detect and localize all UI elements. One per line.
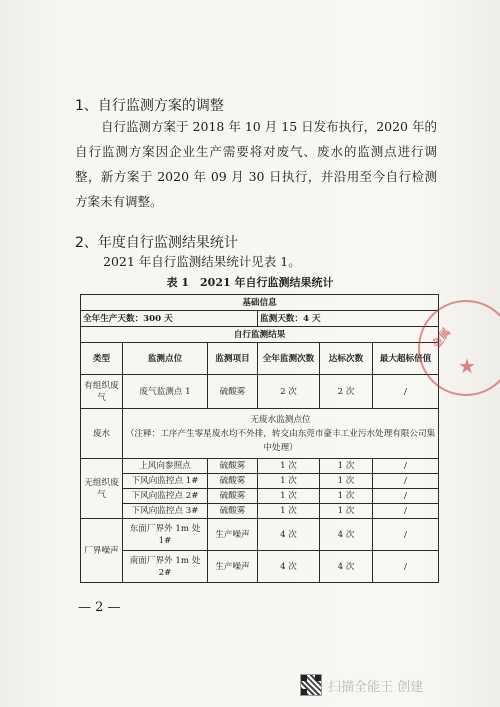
header-pass: 达标次数 [320, 343, 373, 375]
table-row [81, 551, 439, 583]
point-cell: 下风向监控点 2# [123, 489, 208, 504]
table-caption: 表 1 2021 年自行监测结果统计 [166, 276, 334, 289]
point-cell: 东面厂界外 1m 处 1# [123, 519, 208, 551]
pass-cell: 1 次 [320, 459, 373, 474]
item-cell: 硫酸雾 [208, 375, 258, 409]
pass-cell: 2 次 [320, 375, 373, 409]
count-cell: 1 次 [258, 459, 320, 474]
max-cell: / [373, 504, 439, 519]
section1-heading: 1、自行监测方案的调整 [75, 98, 224, 114]
count-cell: 4 次 [258, 519, 320, 551]
table-row [81, 459, 439, 474]
max-cell: / [373, 375, 439, 409]
pass-cell: 4 次 [320, 519, 373, 551]
wastewater-line1: 无废水监测点位 [250, 414, 311, 425]
watermark-text: 扫描全能王 创建 [328, 679, 424, 695]
point-cell: 南面厂界外 1m 处 2# [123, 551, 208, 583]
count-cell: 1 次 [258, 504, 320, 519]
item-cell: 硫酸雾 [208, 489, 258, 504]
point-cell: 废气监测点 1 [123, 375, 208, 409]
header-max: 最大超标倍值 [373, 343, 439, 375]
type-cell: 废水 [81, 409, 123, 459]
max-cell: / [373, 489, 439, 504]
pass-cell: 1 次 [320, 474, 373, 489]
results-title: 自行监测结果 [81, 327, 439, 343]
max-cell: / [373, 551, 439, 583]
table-row [81, 519, 439, 551]
wastewater-line2: （注释：工序产生零星废水均不外排，转交由东莞市豪丰工业污水处理有限公司集中处理） [125, 428, 436, 453]
table-header-row [81, 343, 439, 375]
page-number: — 2 — [78, 600, 121, 615]
header-item: 监测项目 [208, 343, 258, 375]
point-cell: 上风向参照点 [123, 459, 208, 474]
count-cell: 2 次 [258, 375, 320, 409]
item-cell: 硫酸雾 [208, 459, 258, 474]
point-cell: 下风向监控点 1# [123, 474, 208, 489]
type-cell: 有组织废气 [81, 375, 123, 409]
type-cell: 厂界噪声 [81, 519, 123, 583]
max-cell: / [373, 459, 439, 474]
item-cell: 生产噪声 [208, 519, 258, 551]
count-cell: 1 次 [258, 489, 320, 504]
star-icon: ★ [458, 354, 476, 378]
count-cell: 4 次 [258, 551, 320, 583]
point-cell: 下风向监控点 3# [123, 504, 208, 519]
header-type: 类型 [81, 343, 123, 375]
count-cell: 1 次 [258, 474, 320, 489]
table-row [81, 375, 439, 409]
item-cell: 硫酸雾 [208, 474, 258, 489]
pass-cell: 1 次 [320, 489, 373, 504]
section1-paragraph: 自行监测方案于 2018 年 10 月 15 日发布执行，2020 年的自行监测方案因企业生产需要将对废气、废水的监测点进行调整，新方案于 2020 年 09 月 30 日执行，并沿用至今自行检测方案未有调整。 [75, 119, 437, 209]
production-days: 全年生产天数：300 天 [81, 311, 258, 327]
header-point: 监测点位 [123, 343, 208, 375]
qr-code-icon [300, 674, 322, 696]
max-cell: / [373, 519, 439, 551]
table-row [81, 474, 439, 489]
max-cell: / [373, 474, 439, 489]
wastewater-note-cell [123, 409, 439, 459]
pass-cell: 4 次 [320, 551, 373, 583]
table-row [81, 504, 439, 519]
header-count: 全年监测次数 [258, 343, 320, 375]
item-cell: 硫酸雾 [208, 504, 258, 519]
item-cell: 生产噪声 [208, 551, 258, 583]
seal-text: 金属 [429, 325, 454, 351]
table-row [81, 409, 439, 459]
monitoring-days: 监测天数：4 天 [258, 311, 439, 327]
section2-heading: 2、年度自行监测结果统计 [75, 235, 238, 251]
monitoring-results-table [80, 294, 439, 583]
table-row [81, 489, 439, 504]
pass-cell: 1 次 [320, 504, 373, 519]
type-cell: 无组织废气 [81, 459, 123, 519]
section2-intro: 2021 年自行监测结果统计见表 1。 [103, 254, 301, 269]
basic-info-title: 基础信息 [81, 295, 439, 311]
scanner-watermark [300, 674, 423, 696]
